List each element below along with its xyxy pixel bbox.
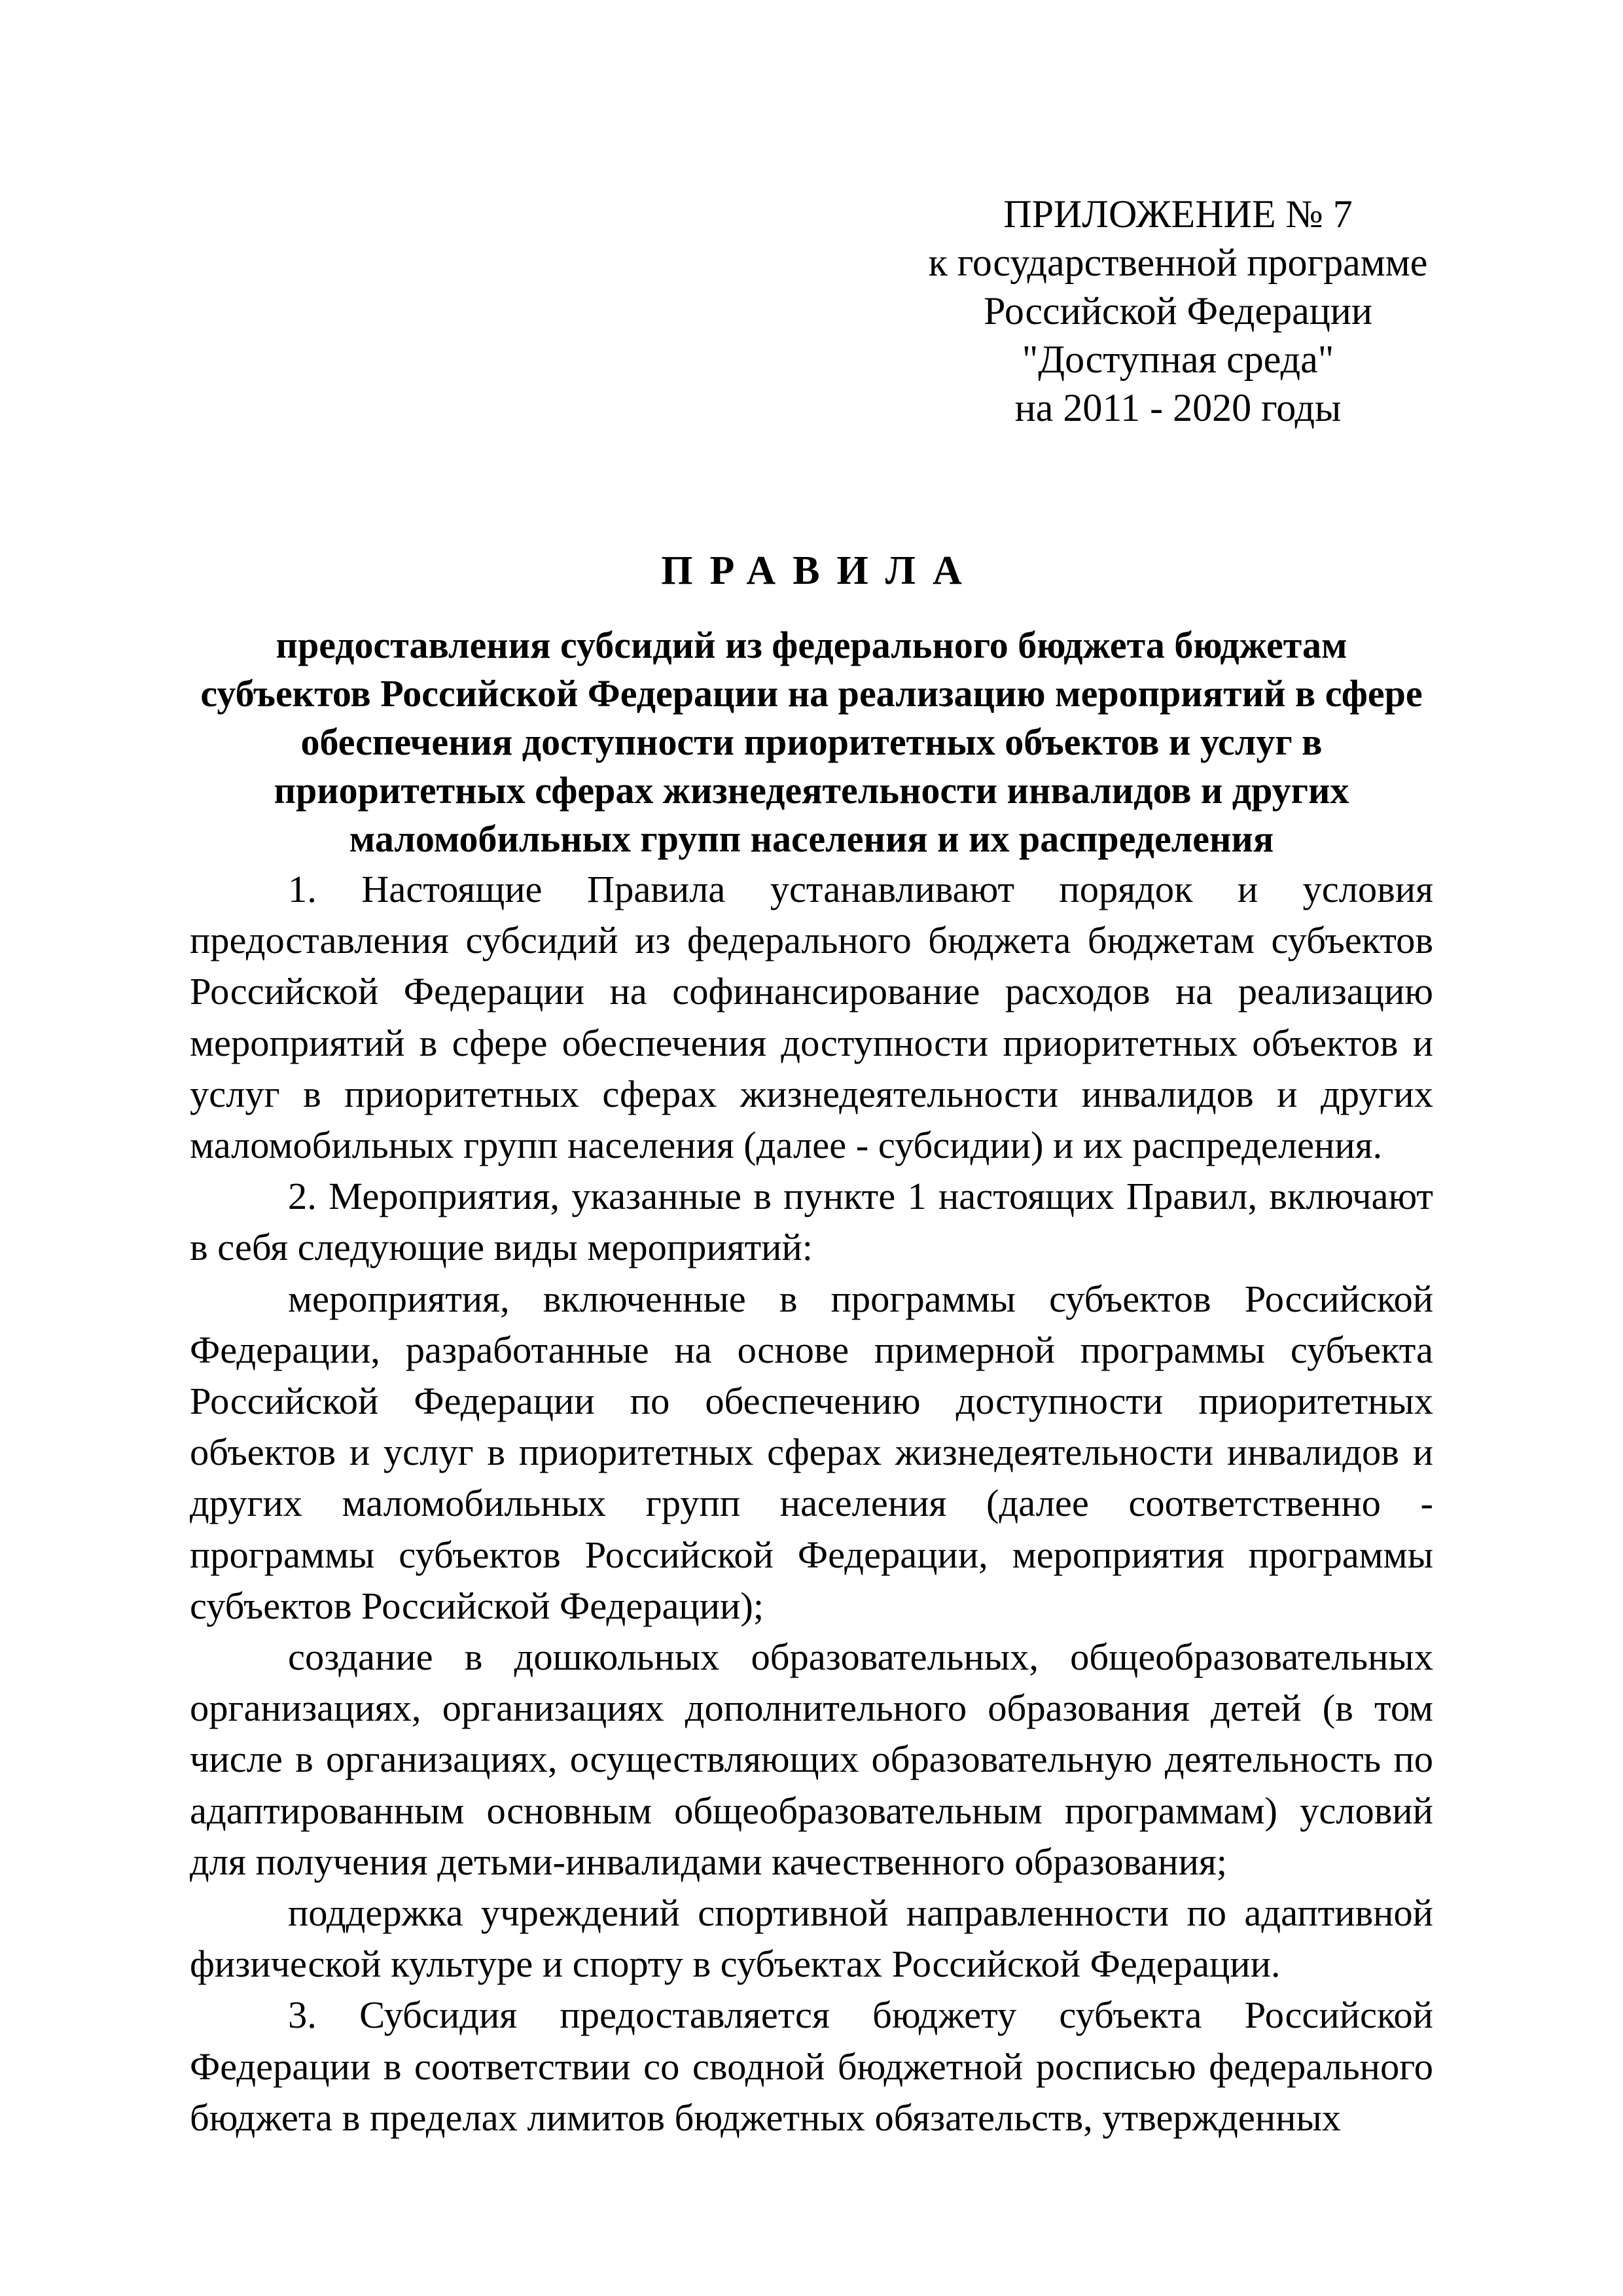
document-body bbox=[190, 864, 1433, 2144]
appendix-line-program: к государственной программе bbox=[928, 241, 1428, 284]
subtitle-line: субъектов Российской Федерации на реализацию мероприятий в сфере bbox=[200, 672, 1423, 715]
document-title: ПРАВИЛА bbox=[661, 548, 979, 593]
appendix-line-years: на 2011 - 2020 годы bbox=[1014, 386, 1342, 429]
paragraph-2-item-programs: мероприятия, включенные в программы субъектов Российской Федерации, разработанные на основе примерной программы субъекта Российской Федерации по обеспечению доступности приоритетных объектов и услуг в приоритетных сферах жизнедеятельности инвалидов и других маломобильных групп населения (далее соответственно - программы субъектов Российской Федерации, мероприятия программы субъектов Российской Федерации); bbox=[190, 1277, 1433, 1627]
appendix-number: ПРИЛОЖЕНИЕ № 7 bbox=[1003, 192, 1353, 236]
paragraph-2: 2. Мероприятия, указанные в пункте 1 настоящих Правил, включают в себя следующие виды мероприятий: bbox=[190, 1175, 1433, 1269]
paragraph-1: 1. Настоящие Правила устанавливают порядок и условия предоставления субсидий из федерального бюджета бюджетам субъектов Российской Федерации на софинансирование расходов на реализацию мероприятий в сфере обеспечения доступности приоритетных объектов и услуг в приоритетных сферах жизнедеятельности инвалидов и других маломобильных групп населения (далее - субсидии) и их распределения. bbox=[190, 868, 1433, 1167]
subtitle-line: приоритетных сферах жизнедеятельности инвалидов и других bbox=[274, 769, 1349, 812]
subtitle-line: обеспечения доступности приоритетных объектов и услуг в bbox=[300, 721, 1323, 763]
appendix-line-name: "Доступная среда" bbox=[1022, 338, 1334, 381]
subtitle-line: маломобильных групп населения и их распределения bbox=[349, 817, 1274, 860]
paragraph-2-item-sport: поддержка учреждений спортивной направленности по адаптивной физической культуре и спорту в субъектах Российской Федерации. bbox=[190, 1892, 1433, 1986]
paragraph-2-item-education: создание в дошкольных образовательных, общеобразовательных организациях, организациях дополнительного образования детей (в том числе в организациях, осуществляющих образовательную деятельность по адаптированным основным общеобразовательным программам) условий для получения детьми-инвалидами качественного образования; bbox=[190, 1636, 1433, 1883]
document-heading bbox=[190, 547, 1433, 863]
document-subtitle bbox=[190, 621, 1433, 863]
appendix-header bbox=[906, 190, 1450, 432]
paragraph-3: 3. Субсидия предоставляется бюджету субъекта Российской Федерации в соответствии со сводной бюджетной росписью федерального бюджета в пределах лимитов бюджетных обязательств, утвержденных bbox=[190, 1994, 1433, 2139]
subtitle-line: предоставления субсидий из федерального бюджета бюджетам bbox=[276, 624, 1347, 666]
appendix-line-federation: Российской Федерации bbox=[983, 289, 1373, 332]
